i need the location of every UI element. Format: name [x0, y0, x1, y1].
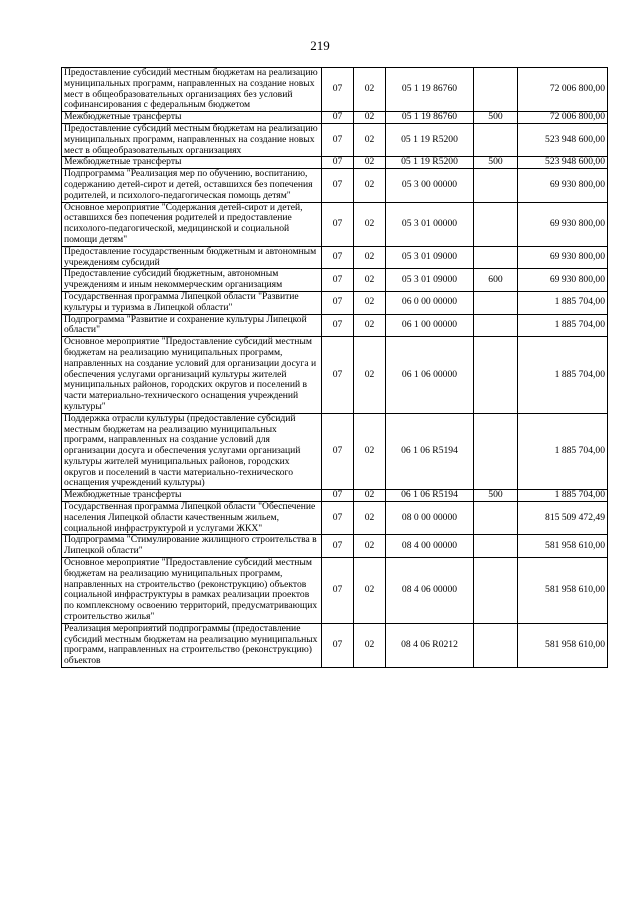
- row-target-article: 05 3 00 00000: [386, 169, 474, 202]
- row-sum: 69 930 800,00: [518, 246, 608, 269]
- row-expense-type: 500: [474, 112, 518, 124]
- row-section: 07: [322, 490, 354, 502]
- table-row: [62, 623, 608, 667]
- table-row: [62, 535, 608, 558]
- row-subsection: 02: [354, 68, 386, 112]
- row-expense-type: [474, 123, 518, 156]
- row-section: 07: [322, 502, 354, 535]
- row-expense-type: [474, 246, 518, 269]
- table-row: [62, 314, 608, 337]
- table-row: [62, 490, 608, 502]
- row-subsection: 02: [354, 490, 386, 502]
- row-expense-type: [474, 535, 518, 558]
- row-sum: 815 509 472,49: [518, 502, 608, 535]
- row-subsection: 02: [354, 291, 386, 314]
- row-section: 07: [322, 291, 354, 314]
- row-section: 07: [322, 246, 354, 269]
- table-row: [62, 291, 608, 314]
- row-subsection: 02: [354, 157, 386, 169]
- row-target-article: 05 3 01 00000: [386, 202, 474, 246]
- table-row: [62, 68, 608, 112]
- row-name: Предоставление субсидий местным бюджетам на реализацию муниципальных программ, направленных на создание новых мест в общеобразовательных организациях без условий софинансирования с федеральным бюджетом: [62, 68, 322, 112]
- table-row: [62, 169, 608, 202]
- row-name: Реализация мероприятий подпрограммы (предоставление субсидий местным бюджетам на реализацию муниципальных программ, направленных на строительство (реконструкцию) объектов: [62, 623, 322, 667]
- row-subsection: 02: [354, 123, 386, 156]
- row-sum: 581 958 610,00: [518, 535, 608, 558]
- row-expense-type: 500: [474, 490, 518, 502]
- row-target-article: 06 0 00 00000: [386, 291, 474, 314]
- row-expense-type: [474, 413, 518, 490]
- row-name: Основное мероприятие "Содержания детей-сирот и детей, оставшихся без попечения родителей и предоставление психолого-педагогической, медицинской и социальной помощи детям": [62, 202, 322, 246]
- row-sum: 69 930 800,00: [518, 169, 608, 202]
- table-row: [62, 123, 608, 156]
- row-sum: 69 930 800,00: [518, 269, 608, 292]
- row-target-article: 05 1 19 86760: [386, 112, 474, 124]
- row-name: Подпрограмма "Стимулирование жилищного строительства в Липецкой области": [62, 535, 322, 558]
- row-name: Предоставление субсидий бюджетным, автономным учреждениям и иным некоммерческим организациям: [62, 269, 322, 292]
- row-subsection: 02: [354, 535, 386, 558]
- row-subsection: 02: [354, 202, 386, 246]
- page-number: 219: [310, 38, 330, 53]
- row-section: 07: [322, 157, 354, 169]
- row-section: 07: [322, 112, 354, 124]
- row-name: Поддержка отрасли культуры (предоставление субсидий местным бюджетам на реализацию муниципальных программ, направленных на создание условий для организации досуга и обеспечения услугами организаций культуры жителей муниципальных районов, городских округов и поселений в части материально-технического оснащения учреждений культуры): [62, 413, 322, 490]
- table-row: [62, 558, 608, 624]
- row-sum: 1 885 704,00: [518, 413, 608, 490]
- budget-table: [61, 67, 608, 668]
- row-subsection: 02: [354, 269, 386, 292]
- table-row: [62, 337, 608, 414]
- row-target-article: 05 3 01 09000: [386, 246, 474, 269]
- row-section: 07: [322, 314, 354, 337]
- row-subsection: 02: [354, 623, 386, 667]
- row-expense-type: [474, 169, 518, 202]
- row-expense-type: [474, 337, 518, 414]
- row-name: Подпрограмма "Реализация мер по обучению, воспитанию, содержанию детей-сирот и детей, оставшихся без попечения родителей, и психолого-педагогическая помощь детям": [62, 169, 322, 202]
- row-target-article: 05 1 19 86760: [386, 68, 474, 112]
- row-section: 07: [322, 535, 354, 558]
- row-target-article: 06 1 06 R5194: [386, 490, 474, 502]
- row-name: Подпрограмма "Развитие и сохранение культуры Липецкой области": [62, 314, 322, 337]
- table-row: [62, 157, 608, 169]
- row-sum: 523 948 600,00: [518, 123, 608, 156]
- table-row: [62, 112, 608, 124]
- row-expense-type: [474, 291, 518, 314]
- row-name: Основное мероприятие "Предоставление субсидий местным бюджетам на реализацию муниципальных программ, направленных на создание условий для организации досуга и обеспечения услугами организаций культуры жителей муниципальных районов, городских округов и поселений в части материально-технического оснащения учреждений культуры": [62, 337, 322, 414]
- row-target-article: 08 4 00 00000: [386, 535, 474, 558]
- row-sum: 72 006 800,00: [518, 68, 608, 112]
- row-expense-type: 600: [474, 269, 518, 292]
- row-section: 07: [322, 337, 354, 414]
- row-section: 07: [322, 269, 354, 292]
- row-target-article: 06 1 00 00000: [386, 314, 474, 337]
- row-target-article: 05 1 19 R5200: [386, 123, 474, 156]
- row-section: 07: [322, 413, 354, 490]
- row-name: Государственная программа Липецкой области "Обеспечение населения Липецкой области качественным жильем, социальной инфраструктурой и услугами ЖКХ": [62, 502, 322, 535]
- row-section: 07: [322, 169, 354, 202]
- row-name: Предоставление субсидий местным бюджетам на реализацию муниципальных программ, направленных на создание новых мест в общеобразовательных организациях: [62, 123, 322, 156]
- row-name: Предоставление государственным бюджетным и автономным учреждениям субсидий: [62, 246, 322, 269]
- row-sum: 69 930 800,00: [518, 202, 608, 246]
- row-subsection: 02: [354, 169, 386, 202]
- row-sum: 1 885 704,00: [518, 337, 608, 414]
- table-row: [62, 502, 608, 535]
- row-expense-type: [474, 314, 518, 337]
- row-sum: 581 958 610,00: [518, 623, 608, 667]
- row-target-article: 08 4 06 R0212: [386, 623, 474, 667]
- row-target-article: 08 4 06 00000: [386, 558, 474, 624]
- row-target-article: 05 1 19 R5200: [386, 157, 474, 169]
- budget-table-body: [62, 68, 608, 668]
- row-section: 07: [322, 68, 354, 112]
- table-row: [62, 269, 608, 292]
- row-name: Основное мероприятие "Предоставление субсидий местным бюджетам на реализацию муниципальных программ, направленных на строительство (реконструкцию) объектов социальной инфраструктуры в рамках реализации проектов по комплексному освоению территорий, предусматривающих строительство жилья": [62, 558, 322, 624]
- row-sum: 1 885 704,00: [518, 314, 608, 337]
- row-subsection: 02: [354, 502, 386, 535]
- row-expense-type: [474, 202, 518, 246]
- row-sum: 581 958 610,00: [518, 558, 608, 624]
- row-subsection: 02: [354, 337, 386, 414]
- row-target-article: 05 3 01 09000: [386, 269, 474, 292]
- row-name: Межбюджетные трансферты: [62, 112, 322, 124]
- row-name: Государственная программа Липецкой области "Развитие культуры и туризма в Липецкой области": [62, 291, 322, 314]
- row-expense-type: [474, 623, 518, 667]
- row-target-article: 06 1 06 00000: [386, 337, 474, 414]
- table-row: [62, 413, 608, 490]
- row-expense-type: [474, 558, 518, 624]
- row-subsection: 02: [354, 314, 386, 337]
- row-subsection: 02: [354, 413, 386, 490]
- row-subsection: 02: [354, 246, 386, 269]
- row-sum: 523 948 600,00: [518, 157, 608, 169]
- row-subsection: 02: [354, 112, 386, 124]
- table-row: [62, 246, 608, 269]
- row-name: Межбюджетные трансферты: [62, 157, 322, 169]
- row-section: 07: [322, 123, 354, 156]
- row-name: Межбюджетные трансферты: [62, 490, 322, 502]
- row-sum: 72 006 800,00: [518, 112, 608, 124]
- row-expense-type: [474, 502, 518, 535]
- row-expense-type: 500: [474, 157, 518, 169]
- row-section: 07: [322, 202, 354, 246]
- row-section: 07: [322, 558, 354, 624]
- row-sum: 1 885 704,00: [518, 490, 608, 502]
- row-expense-type: [474, 68, 518, 112]
- row-section: 07: [322, 623, 354, 667]
- row-target-article: 06 1 06 R5194: [386, 413, 474, 490]
- row-subsection: 02: [354, 558, 386, 624]
- row-target-article: 08 0 00 00000: [386, 502, 474, 535]
- row-sum: 1 885 704,00: [518, 291, 608, 314]
- table-row: [62, 202, 608, 246]
